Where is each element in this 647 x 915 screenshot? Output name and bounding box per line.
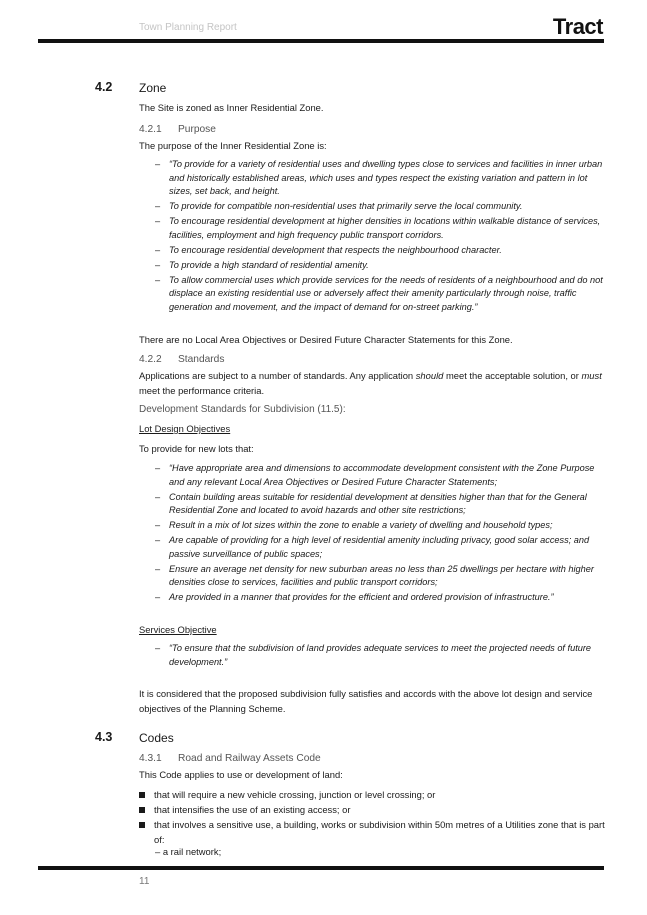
brand-logo: Tract	[552, 14, 603, 39]
zone-note: There are no Local Area Objectives or Desired Future Character Statements for this Zone.	[139, 334, 513, 345]
services-list	[155, 642, 610, 671]
page-number: 11	[139, 876, 150, 887]
section-title-zone: Zone	[139, 81, 167, 95]
subsection-number-4-2-1: 4.2.1	[139, 124, 162, 135]
header-rule	[38, 39, 604, 43]
subsection-title-purpose: Purpose	[178, 124, 216, 135]
zone-intro: The Site is zoned as Inner Residential Zone.	[139, 102, 324, 113]
lot-design-heading: Lot Design Objectives	[139, 423, 231, 434]
list-item: that will require a new vehicle crossing, junction or level crossing; or	[139, 787, 609, 802]
list-item: – To provide for compatible non-residential uses that primarily serve the local community.	[155, 200, 610, 214]
subsection-title-road-railway: Road and Railway Assets Code	[178, 753, 321, 764]
conclusion-paragraph: It is considered that the proposed subdivision fully satisfies and accords with the above lot design and service objectives of the Planning Scheme.	[139, 688, 593, 714]
standards-paragraph: Applications are subject to a number of standards. Any application should meet the acceptable solution, or must meet the performance criteria.	[139, 370, 602, 396]
list-item: that intensifies the use of an existing access; or	[139, 802, 609, 817]
list-item: – Result in a mix of lot sizes within the zone to enable a variety of dwelling and household types;	[155, 519, 610, 533]
list-item: – Are provided in a manner that provides for the efficient and ordered provision of infrastructure.”	[155, 591, 610, 605]
lot-design-lead: To provide for new lots that:	[139, 443, 254, 454]
lot-design-list	[155, 462, 610, 606]
list-item: that involves a sensitive use, a building, works or subdivision within 50m metres of a Utilities zone that is part of:	[139, 817, 609, 847]
list-item: – Contain building areas suitable for residential development at densities higher than that for the General Residential Zone and located to avoid hazards and other site restrictions;	[155, 491, 610, 518]
subsection-number-4-2-2: 4.2.2	[139, 354, 162, 365]
footer-rule	[38, 866, 604, 870]
list-item: – “To ensure that the subdivision of land provides adequate services to meet the projected needs of future development.”	[155, 642, 610, 669]
dev-standards-heading: Development Standards for Subdivision (11.5):	[139, 404, 346, 415]
subsection-number-4-3-1: 4.3.1	[139, 753, 162, 764]
list-item: – To allow commercial uses which provide services for the needs of residents of a neighbourhood and do not displace an existing residential use or adversely affect their amenity particularly through noise, traffic generation and movement, and the impact of demand for on-street parking.”	[155, 274, 610, 315]
road-code-lead: This Code applies to use or development of land:	[139, 769, 343, 780]
services-heading: Services Objective	[139, 624, 217, 635]
section-number-4-3: 4.3	[95, 730, 113, 744]
list-item: – To provide a high standard of residential amenity.	[155, 259, 610, 273]
list-item: – Ensure an average net density for new suburban areas no less than 25 dwellings per hectare with higher densities close to services, facilities and public transport corridors;	[155, 563, 610, 590]
rail-network-item: – a rail network;	[155, 846, 221, 857]
list-item: – Are capable of providing for a high level of residential amenity including privacy, good solar access; and passive surveillance of public spaces;	[155, 534, 610, 561]
section-title-codes: Codes	[139, 731, 174, 745]
purpose-lead: The purpose of the Inner Residential Zone is:	[139, 140, 327, 151]
section-number-4-2: 4.2	[95, 80, 113, 94]
subsection-title-standards: Standards	[178, 354, 225, 365]
list-item: – “To provide for a variety of residential uses and dwelling types close to services and facilities in inner urban and historically established areas, which uses and types respect the existing variation and pattern in lot sizes, set back, and height.	[155, 158, 610, 199]
report-title: Town Planning Report	[139, 22, 237, 33]
list-item: – To encourage residential development at higher densities in locations within walkable distance of services, facilities, employment and high frequency public transport corridors.	[155, 215, 610, 242]
purpose-list	[155, 158, 610, 316]
road-code-list	[139, 787, 609, 847]
list-item: – To encourage residential development that respects the neighbourhood character.	[155, 244, 610, 258]
list-item: – “Have appropriate area and dimensions to accommodate development consistent with the Zone Purpose and any relevant Local Area Objectives or Desired Future Character Statements;	[155, 462, 610, 489]
